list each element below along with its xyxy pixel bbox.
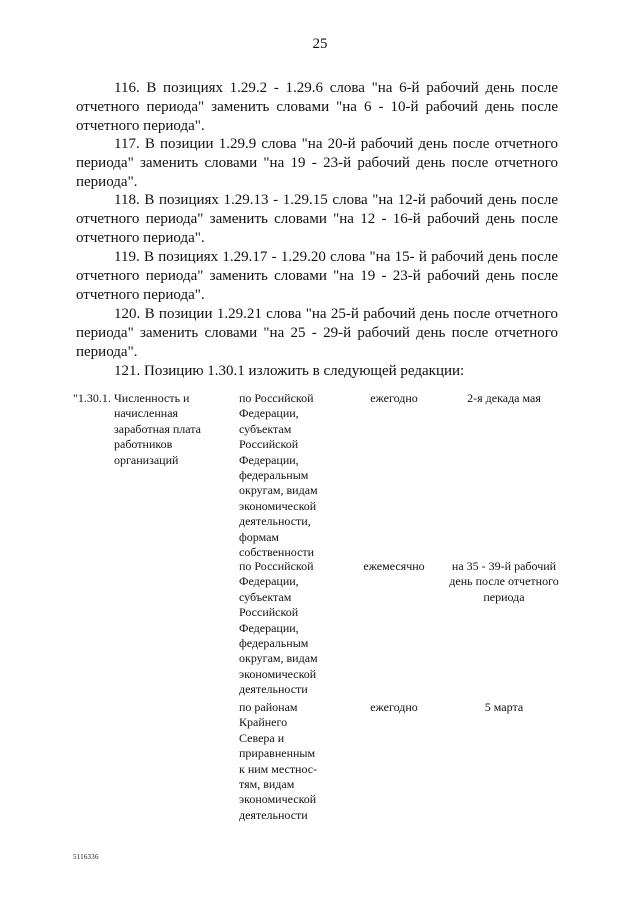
paragraph-line: 118. В позициях 1.29.13 - 1.29.15 слова "на 12-й рабочий день после	[114, 192, 558, 208]
paragraph-line: 116. В позициях 1.29.2 - 1.29.6 слова "на 6-й рабочий день после	[114, 80, 558, 96]
breakdown-line: экономической	[239, 498, 317, 513]
breakdown-line: федеральным	[239, 636, 309, 651]
breakdown-line: Федерации,	[239, 574, 299, 589]
page-number: 25	[312, 36, 328, 52]
indicator-line: организаций	[114, 452, 179, 467]
paragraph-line: отчетного периода".	[76, 230, 205, 247]
breakdown-line: по Российской	[239, 391, 314, 405]
position-code: "1.30.1.	[73, 391, 111, 405]
breakdown-line: субъектам	[239, 589, 292, 604]
paragraph-line: отчетного периода".	[76, 287, 205, 304]
breakdown-cell	[239, 391, 318, 560]
deadline-line: 2-я декада мая	[467, 391, 541, 405]
amendment-paragraph	[76, 135, 558, 193]
amendment-paragraph	[76, 191, 558, 249]
breakdown-line: Федерации,	[239, 452, 299, 467]
breakdown-line: Федерации,	[239, 620, 299, 635]
deadline-line: периода	[483, 589, 525, 604]
breakdown-line: Российской	[239, 605, 299, 620]
breakdown-line: деятельности,	[239, 514, 311, 529]
breakdown-line: округам, видам	[239, 483, 318, 498]
breakdown-line: Севера и	[239, 730, 285, 745]
paragraph-line: периода" заменить словами "на 19 - 23-й рабочий день после отчетного	[76, 155, 558, 172]
breakdown-line: федеральным	[239, 468, 309, 483]
breakdown-line: субъектам	[239, 421, 292, 436]
indicator-name	[114, 391, 201, 468]
paragraph-line: 120. В позиции 1.29.21 слова "на 25-й рабочий день после отчетного	[114, 306, 558, 322]
paragraph-line: отчетного периода" заменить словами "на 6 - 10-й рабочий день после	[76, 99, 558, 116]
breakdown-line: по районам	[239, 700, 298, 714]
indicator-line: работников	[114, 437, 173, 452]
paragraph-line: 121. Позицию 1.30.1 изложить в следующей редакции:	[114, 363, 465, 379]
breakdown-line: формам	[239, 529, 280, 544]
deadline-line: день после отчетного	[449, 574, 559, 589]
amendment-paragraph	[76, 305, 558, 363]
paragraph-line: периода".	[76, 344, 138, 361]
breakdown-line: Российской	[239, 437, 299, 452]
breakdown-line: собственности	[239, 545, 315, 560]
paragraph-line: отчетного периода" заменить словами "на 19 - 23-й рабочий день после	[76, 268, 558, 285]
indicator-line: заработная плата	[114, 421, 201, 436]
breakdown-line: приравненным	[239, 746, 316, 761]
amendment-paragraph	[76, 248, 558, 306]
breakdown-line: деятельности	[239, 807, 308, 822]
paragraph-line: 117. В позиции 1.29.9 слова "на 20-й рабочий день после отчетного	[114, 136, 558, 152]
indicator-line: Численность и	[114, 391, 190, 405]
breakdown-line: экономической	[239, 792, 317, 807]
paragraph-line: 119. В позициях 1.29.17 - 1.29.20 слова "на 15- й рабочий день после	[114, 249, 558, 265]
indicator-line: начисленная	[114, 406, 179, 421]
paragraph-line: периода".	[76, 174, 138, 191]
paragraph-line: периода" заменить словами "на 25 - 29-й рабочий день после отчетного	[76, 325, 558, 342]
breakdown-line: тям, видам	[239, 777, 295, 792]
deadline-cell	[434, 391, 574, 406]
paragraph-line: отчетного периода" заменить словами "на 12 - 16-й рабочий день после	[76, 211, 558, 228]
deadline-cell	[434, 700, 574, 715]
breakdown-line: экономической	[239, 666, 317, 681]
breakdown-line: по Российской	[239, 559, 314, 573]
breakdown-line: округам, видам	[239, 651, 318, 666]
deadline-line: на 35 - 39-й рабочий	[451, 559, 557, 573]
amendment-paragraph	[76, 362, 558, 381]
breakdown-line: деятельности	[239, 682, 308, 697]
frequency-cell: ежегодно	[370, 700, 418, 714]
document-id: 5116336	[73, 853, 99, 861]
frequency-cell: ежемесячно	[363, 559, 425, 573]
deadline-cell	[434, 559, 574, 605]
breakdown-line: Федерации,	[239, 406, 299, 421]
paragraph-line: отчетного периода".	[76, 118, 205, 135]
breakdown-cell	[239, 559, 318, 698]
amendment-paragraph	[76, 79, 558, 137]
breakdown-line: к ним местнос-	[239, 761, 318, 776]
deadline-line: 5 марта	[484, 700, 524, 714]
frequency-cell: ежегодно	[370, 391, 418, 405]
breakdown-line: Крайнего	[239, 715, 288, 730]
breakdown-cell	[239, 700, 317, 823]
